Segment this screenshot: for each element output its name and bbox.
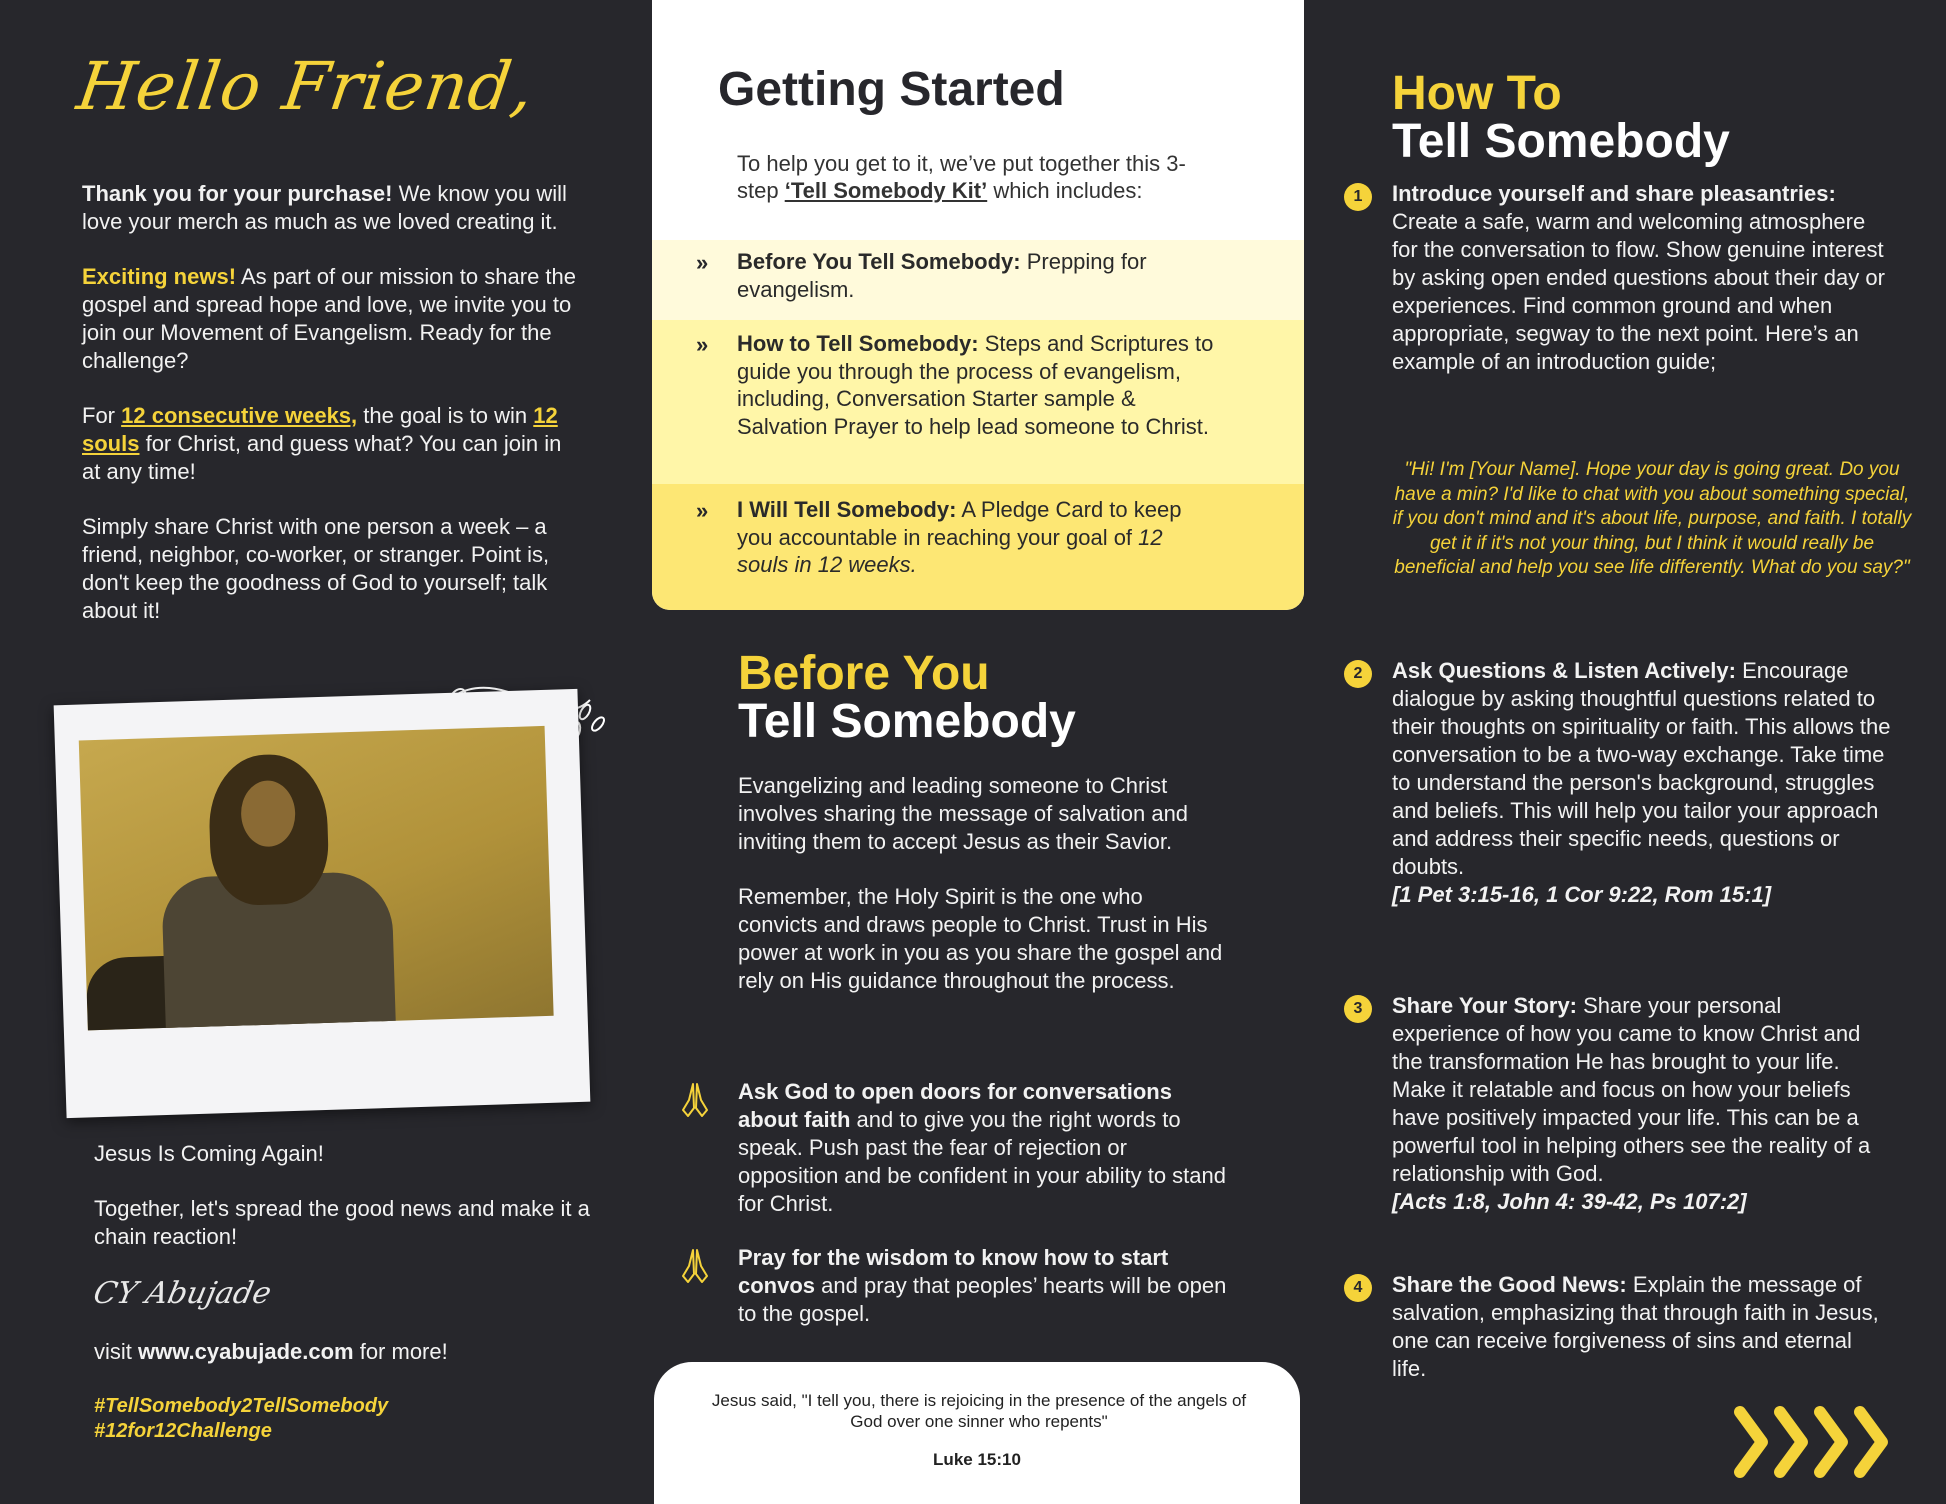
before-you-title: Before You Tell Somebody xyxy=(738,647,1076,748)
portrait-photo xyxy=(79,726,554,1030)
right-panel xyxy=(1304,0,1946,1504)
scripture-quote-box xyxy=(654,1362,1300,1504)
scripture-quote: Jesus said, "I tell you, there is rejoicing in the presence of the angels of God over one sinner who repents" xyxy=(711,1391,1247,1431)
polaroid-photo-frame xyxy=(54,689,591,1118)
visit-text: visit www.cyabujade.com for more! xyxy=(94,1339,448,1364)
left-panel xyxy=(0,0,652,1504)
introduction-quote: "Hi! I'm [Your Name]. Hope your day is going great. Do you have a min? I'd like to chat with you about something special, if you don't mind and it's about life, purpose, and faith. I totally get it if it's not your thing, but I think it would really be beneficial and help you see life differently. What do you say?" xyxy=(1392,459,1912,578)
prayer-point-doors: Ask God to open doors for conversations about faith and to give you the right words to speak. Push past the fear of rejection or opposition and be confident in your ability to stand for Christ. xyxy=(738,1078,1228,1218)
getting-started-card xyxy=(652,0,1304,610)
step-number-badge: 2 xyxy=(1344,660,1372,688)
step-number-badge: 3 xyxy=(1344,995,1372,1023)
double-chevron-icon: » xyxy=(696,332,709,357)
step-number-badge: 1 xyxy=(1344,183,1372,211)
paragraph-share: Simply share Christ with one person a week – a friend, neighbor, co-worker, or stranger. Point is, don't keep the goodness of God to yourself; talk about it! xyxy=(82,514,550,623)
double-chevron-icon: » xyxy=(696,498,709,523)
coming-again-text: Jesus Is Coming Again! xyxy=(94,1141,324,1166)
getting-started-intro: To help you get to it, we’ve put together this 3-step ‘Tell Somebody Kit’ which includes: xyxy=(737,151,1186,203)
closing-text xyxy=(94,1140,614,1278)
middle-panel xyxy=(652,0,1304,1504)
getting-started-title: Getting Started xyxy=(718,63,1065,116)
signature: CY Abujade xyxy=(90,1276,275,1311)
paragraph-thanks: Thank you for your purchase! We know you will love your merch as much as we loved creating it. xyxy=(82,181,567,234)
hashtag-tell-somebody: #TellSomebody2TellSomebody xyxy=(94,1395,389,1417)
scripture-reference: Luke 15:10 xyxy=(933,1450,1021,1469)
prayer-point-wisdom: Pray for the wisdom to know how to start convos and pray that peoples’ hearts will be open to the gospel. xyxy=(738,1244,1228,1328)
step-2: 2 Ask Questions & Listen Actively: Encourage dialogue by asking thoughtful questions related to their thoughts on spirituality or faith. This allows the conversation to be a two-way exchange. Take time to understand the person's background, struggles and beliefs. This will help you tailor your approach and address their specific needs, questions or doubts. [1 Pet 3:15-16, 1 Cor 9:22, Rom 15:1] xyxy=(1392,657,1892,909)
together-text: Together, let's spread the good news and make it a chain reaction! xyxy=(94,1196,590,1249)
website-link[interactable]: www.cyabujade.com xyxy=(138,1339,354,1364)
kit-item-before: » Before You Tell Somebody: Prepping for evangelism. xyxy=(652,240,1304,322)
step-number-badge: 4 xyxy=(1344,1274,1372,1302)
before-you-body: Evangelizing and leading someone to Christ involves sharing the message of salvation and inviting them to accept Jesus as their Savior. Remember, the Holy Spirit is the one who convicts and draws people to Christ. Trust in His power at work in you as you share the gospel and rely on His guidance throughout the process. xyxy=(738,773,1223,993)
kit-item-will: » I Will Tell Somebody: A Pledge Card to keep you accountable in reaching your goal of 12 souls in 12 weeks. xyxy=(652,484,1304,610)
paragraph-challenge: For 12 consecutive weeks, the goal is to win 12 souls for Christ, and guess what? You can join in at any time! xyxy=(82,403,562,484)
paragraph-news: Exciting news! As part of our mission to share the gospel and spread hope and love, we invite you to join our Movement of Evangelism. Ready for the challenge? xyxy=(82,264,576,373)
chevrons-right-icon xyxy=(1734,1406,1904,1478)
step-1: 1 Introduce yourself and share pleasantries: Create a safe, warm and welcoming atmosphere for the conversation to flow. Show genuine interest by asking open ended questions about their day or experiences. Find common ground and when appropriate, segway to the next point. Here’s an example of an introduction guide; xyxy=(1392,180,1892,376)
thank-you-text xyxy=(82,180,582,652)
step-3: 3 Share Your Story: Share your personal experience of how you came to know Christ and the transformation He has brought to your life. Make it relatable and focus on how your beliefs have positively impacted your life. This can be a powerful tool in helping others see the reality of a relationship with God. [Acts 1:8, John 4: 39-42, Ps 107:2] xyxy=(1392,992,1892,1216)
how-to-title: How To Tell Somebody xyxy=(1392,67,1730,168)
praying-hands-icon xyxy=(678,1080,712,1120)
scripture-refs: [Acts 1:8, John 4: 39-42, Ps 107:2] xyxy=(1392,1189,1747,1214)
kit-item-how: » How to Tell Somebody: Steps and Scriptures to guide you through the process of evangelism, including, Conversation Starter sample & Salvation Prayer to help lead someone to Christ. xyxy=(652,320,1304,486)
scripture-refs: [1 Pet 3:15-16, 1 Cor 9:22, Rom 15:1] xyxy=(1392,882,1772,907)
step-4: 4 Share the Good News: Explain the message of salvation, emphasizing that through faith in Jesus, one can receive forgiveness of sins and eternal life. xyxy=(1392,1271,1892,1383)
praying-hands-icon xyxy=(678,1246,712,1286)
double-chevron-icon: » xyxy=(696,250,709,275)
hashtags xyxy=(94,1394,388,1444)
hashtag-12for12: #12for12Challenge xyxy=(94,1420,272,1442)
greeting-script: Hello Friend, xyxy=(72,48,540,125)
